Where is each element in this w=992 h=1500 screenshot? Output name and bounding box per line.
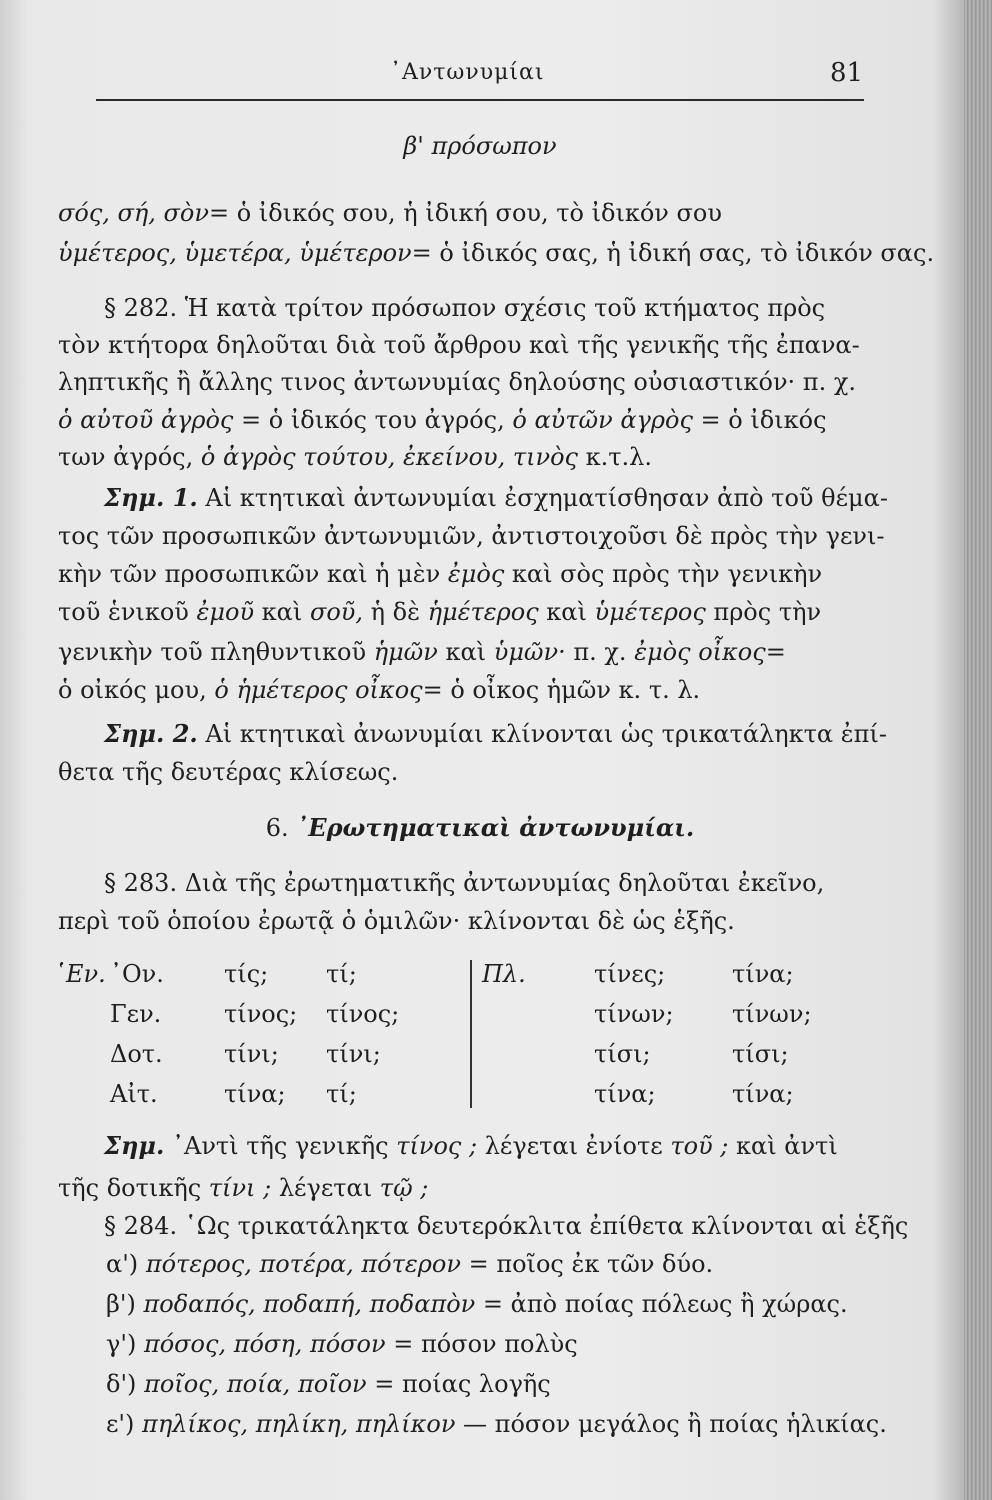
item-meaning: — πόσον μεγάλος ἢ ποίας ἡλικίας. bbox=[463, 1410, 887, 1438]
note-label: Σημ. bbox=[104, 1131, 165, 1160]
table-cell: τίνων; bbox=[732, 1000, 812, 1028]
possessive-line-1 bbox=[58, 195, 874, 231]
word: σοῦ, bbox=[309, 598, 363, 626]
word: ὑμέτερος bbox=[594, 598, 706, 626]
table-cell: τίνα; bbox=[732, 1080, 794, 1108]
table-cell: τίς; bbox=[224, 960, 269, 988]
text: π. χ. bbox=[573, 638, 627, 666]
text: ᾿Αντὶ τῆς γενικῆς bbox=[171, 1132, 389, 1160]
text: καὶ bbox=[445, 638, 487, 666]
word: ἡμῶν bbox=[373, 638, 438, 666]
table-cell: τίσι; bbox=[732, 1040, 789, 1068]
table-cell: τίνες; bbox=[594, 960, 666, 988]
item-meaning: = ποίας λογῆς bbox=[374, 1370, 551, 1398]
text: = bbox=[765, 638, 786, 666]
list-item bbox=[106, 1324, 886, 1364]
note1-line-3 bbox=[58, 556, 874, 592]
word: ἐμὸς οἶκος bbox=[634, 638, 766, 666]
section-6-heading bbox=[96, 810, 864, 846]
p282-line-5 bbox=[58, 439, 874, 475]
p284-intro: § 284. ῾Ως τρικατάληκτα δευτερόκλιτα ἐπίθετα κλίνονται αἱ ἑξῆς bbox=[104, 1212, 909, 1240]
forms: ὑμέτερος, ὑμετέρα, ὑμέτερον bbox=[58, 239, 412, 267]
table-cell: τίνος; bbox=[224, 1000, 298, 1028]
item-marker: δ') bbox=[106, 1370, 137, 1398]
example-meaning: = ὁ ἰδικός bbox=[700, 406, 827, 434]
table-cell: τίνα; bbox=[594, 1080, 656, 1108]
note-text: Αἱ κτητικαὶ ἀνωνυμίαι κλίνονται ὡς τρικατάληκτα ἐπί- bbox=[205, 720, 887, 748]
page-number: 81 bbox=[830, 58, 864, 88]
example-meaning: = ὁ ἰδικός του ἀγρός, bbox=[241, 406, 505, 434]
text: καὶ bbox=[546, 598, 587, 626]
note3-line-1 bbox=[104, 1128, 874, 1164]
table-cell: τί; bbox=[326, 1080, 357, 1108]
item-forms: πόσος, πόση, πόσον bbox=[143, 1330, 386, 1358]
item-marker: γ') bbox=[106, 1330, 137, 1358]
text: ὁ οἰκός μου, bbox=[58, 676, 207, 704]
word: τίνι ; bbox=[208, 1174, 272, 1202]
note-label: Σημ. 1. bbox=[104, 483, 198, 512]
note2-line-1 bbox=[104, 716, 887, 752]
text: τοῦ ἑνικοῦ bbox=[58, 598, 189, 626]
table-cell: τίνι; bbox=[326, 1040, 381, 1068]
table-cell: τίσι; bbox=[594, 1040, 651, 1068]
table-cell: τίνων; bbox=[594, 1000, 674, 1028]
text: λέγεται ἐνίοτε bbox=[484, 1132, 663, 1160]
table-cell: τίνα; bbox=[732, 960, 794, 988]
table-divider bbox=[470, 960, 472, 1108]
text: καὶ ἀντὶ bbox=[736, 1132, 838, 1160]
case-label: Αἰτ. bbox=[110, 1080, 158, 1108]
text: πρὸς τὴν bbox=[713, 598, 822, 626]
text: καὶ σὸς πρὸς τὴν γενικὴν bbox=[511, 560, 823, 588]
word: τοῦ ; bbox=[670, 1132, 729, 1160]
forms: σός, σή, σὸν bbox=[58, 199, 209, 227]
page-edge bbox=[964, 0, 992, 1500]
text: γενικὴν τοῦ πληθυντικοῦ bbox=[58, 638, 367, 666]
p283-line-2: περὶ τοῦ ὁποίου ἐρωτᾷ ὁ ὁμιλῶν· κλίνονται δὲ ὡς ἑξῆς. bbox=[58, 907, 735, 935]
word: ἐμοῦ bbox=[196, 598, 255, 626]
text: τῆς δοτικῆς bbox=[58, 1174, 202, 1202]
etc: κ.τ.λ. bbox=[585, 443, 653, 471]
note1-line-2: τος τῶν προσωπικῶν ἀντωνυμιῶν, ἀντιστοιχοῦσι δὲ πρὸς τὴν γενι- bbox=[58, 522, 885, 550]
item-marker: α') bbox=[106, 1250, 139, 1278]
item-marker: ε') bbox=[106, 1410, 135, 1438]
table-cell: τί; bbox=[326, 960, 357, 988]
section-number: 6. bbox=[265, 814, 289, 842]
section-b-heading: β' πρόσωπον bbox=[403, 132, 557, 160]
running-header bbox=[0, 58, 992, 94]
item-forms: πότερος, ποτέρα, πότερον bbox=[145, 1250, 461, 1278]
p282-line-2: τὸν κτήτορα δηλοῦται διὰ τοῦ ἄρθρου καὶ τῆς γενικῆς τῆς ἐπανα- bbox=[58, 331, 860, 359]
note1-line-5 bbox=[58, 634, 874, 670]
meaning: = ὁ ἰδικός σου, ἡ ἰδική σου, τὸ ἰδικόν σου bbox=[208, 199, 722, 227]
note1-line-1 bbox=[104, 480, 888, 516]
item-marker: β') bbox=[106, 1290, 136, 1318]
example-phrase: ὁ αὐτοῦ ἀγρὸς bbox=[58, 406, 234, 434]
text: ἡ δὲ bbox=[370, 598, 420, 626]
note2-line-2: θετα τῆς δευτέρας κλίσεως. bbox=[58, 758, 399, 786]
note1-line-4 bbox=[58, 594, 874, 630]
item-forms: ποδαπός, ποδαπή, ποδαπὸν bbox=[143, 1290, 476, 1318]
item-meaning: = ποῖος ἐκ τῶν δύο. bbox=[468, 1250, 714, 1278]
list-item bbox=[106, 1244, 886, 1284]
p282-line-1: § 282. Ἡ κατὰ τρίτον πρόσωπον σχέσις τοῦ κτήματος πρὸς bbox=[104, 294, 826, 322]
note-text: Αἱ κτητικαὶ ἀντωνυμίαι ἐσχηματίσθησαν ἀπὸ τοῦ θέμα- bbox=[205, 484, 888, 512]
declension-table bbox=[54, 955, 818, 1115]
p282-line-4 bbox=[58, 402, 874, 438]
meaning: = ὁ ἰδικός σας, ἡ ἰδική σας, τὸ ἰδικόν σας. bbox=[411, 239, 935, 267]
note1-line-6 bbox=[58, 672, 874, 708]
list-item bbox=[106, 1404, 886, 1444]
running-title: ᾿Αντωνυμίαι bbox=[390, 60, 545, 85]
text: καὶ bbox=[261, 598, 303, 626]
case-label: Γεν. bbox=[110, 1000, 162, 1028]
p283-line-1: § 283. Διὰ τῆς ἐρωτηματικῆς ἀντωνυμίας δηλοῦται ἐκεῖνο, bbox=[104, 869, 825, 897]
example-phrase: ὁ αὐτῶν ἀγρὸς bbox=[512, 406, 693, 434]
list-item bbox=[106, 1284, 886, 1324]
singular-label: ῾Εν. bbox=[54, 960, 106, 988]
header-rule bbox=[96, 99, 864, 101]
item-forms: ποῖος, ποία, ποῖον bbox=[144, 1370, 367, 1398]
word: τῷ ; bbox=[379, 1174, 429, 1202]
table-cell: τίνος; bbox=[326, 1000, 400, 1028]
item-meaning: = ἀπὸ ποίας πόλεως ἢ χώρας. bbox=[482, 1290, 848, 1318]
example-meaning: των ἀγρός, bbox=[58, 443, 194, 471]
section-title: ᾿Ερωτηματικαὶ ἀντωνυμίαι. bbox=[296, 813, 695, 842]
item-meaning: = πόσον πολὺς bbox=[393, 1330, 578, 1358]
word: ὁ ἡμέτερος οἶκος bbox=[214, 676, 423, 704]
word: ὑμῶν· bbox=[493, 638, 566, 666]
plural-label: Πλ. bbox=[482, 960, 526, 988]
note-label: Σημ. 2. bbox=[104, 719, 198, 748]
list-item bbox=[106, 1364, 886, 1404]
word: τίνος ; bbox=[396, 1132, 478, 1160]
table-cell: τίνα; bbox=[224, 1080, 286, 1108]
item-forms: πηλίκος, πηλίκη, πηλίκον bbox=[142, 1410, 456, 1438]
text: λέγεται bbox=[278, 1174, 373, 1202]
example-phrase: ὁ ἀγρὸς τούτου, ἐκείνου, τινὸς bbox=[200, 443, 578, 471]
case-label: Δοτ. bbox=[110, 1040, 163, 1068]
text: = ὁ οἶκος ἡμῶν κ. τ. λ. bbox=[422, 676, 701, 704]
note3-line-2 bbox=[58, 1170, 874, 1206]
possessive-line-2 bbox=[58, 235, 935, 271]
table-cell: τίνι; bbox=[224, 1040, 279, 1068]
case-label: ᾿Ον. bbox=[110, 960, 164, 988]
word: ἡμέτερος bbox=[427, 598, 539, 626]
text: κὴν τῶν προσωπικῶν καὶ ἡ μὲν bbox=[58, 560, 441, 588]
p282-line-3: ληπτικῆς ἢ ἄλλης τινος ἀντωνυμίας δηλούσης οὐσιαστικόν· π. χ. bbox=[58, 368, 857, 396]
word: ἐμὸς bbox=[447, 560, 505, 588]
